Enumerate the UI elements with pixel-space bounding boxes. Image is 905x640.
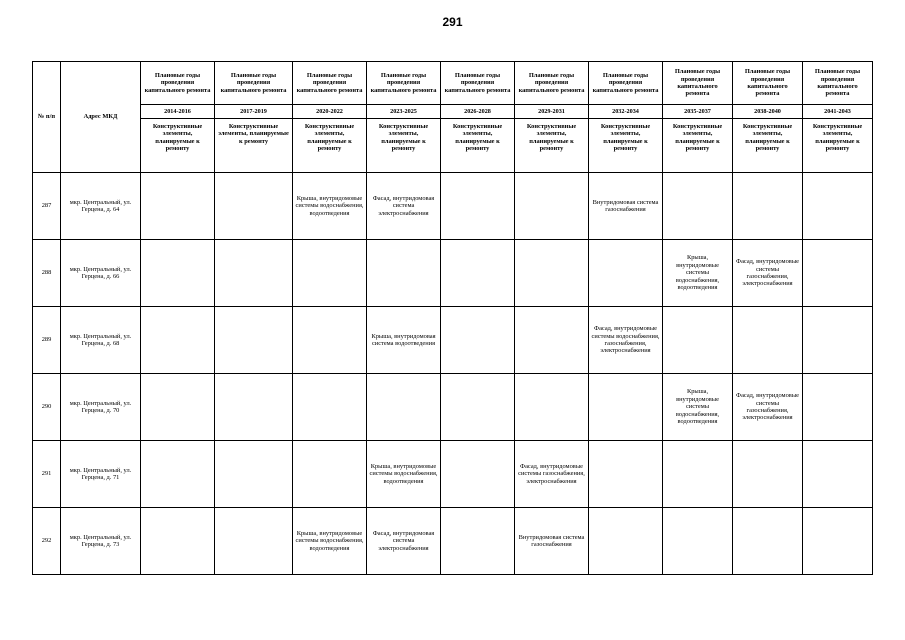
table-cell (803, 441, 873, 508)
table-cell: Крыша, внутридомовые системы водоснабжения, водоотведения (663, 240, 733, 307)
table-row (33, 240, 873, 307)
table-cell: Фасад, внутридомовые системы газоснабжения, электроснабжения (733, 240, 803, 307)
table-cell (803, 240, 873, 307)
period-title: Плановые годы проведения капитального ремонта (663, 62, 733, 105)
period-elements: Конструктивные элементы, планируемые к ремонту (141, 119, 215, 173)
table-cell (589, 374, 663, 441)
table-cell (215, 374, 293, 441)
row-address: мкр. Центральный, ул. Герцена, д. 70 (61, 374, 141, 441)
period-title: Плановые годы проведения капитального ремонта (367, 62, 441, 105)
period-years: 2014-2016 (141, 105, 215, 119)
table-cell (515, 173, 589, 240)
page-number: 291 (442, 15, 463, 29)
period-elements: Конструктивные элементы, планируемые к ремонту (803, 119, 873, 173)
table-cell: Крыша, внутридомовые системы водоснабжения, водоотведения (293, 173, 367, 240)
table-cell (589, 441, 663, 508)
capital-repair-plan-table (32, 61, 873, 575)
table-cell (803, 374, 873, 441)
table-cell: Внутридомовая система газоснабжения (589, 173, 663, 240)
table-cell (663, 508, 733, 575)
table-cell (293, 240, 367, 307)
table-cell (663, 441, 733, 508)
period-title: Плановые годы проведения капитального ремонта (293, 62, 367, 105)
table-cell (515, 240, 589, 307)
table-cell (141, 173, 215, 240)
column-header-number: № п/п (33, 62, 61, 173)
table-cell (441, 441, 515, 508)
row-number: 291 (33, 441, 61, 508)
period-elements: Конструктивные элементы, планируемые к ремонту (663, 119, 733, 173)
table-cell: Крыша, внутридомовые системы водоснабжения, водоотведения (367, 441, 441, 508)
row-number: 289 (33, 307, 61, 374)
period-title: Плановые годы проведения капитального ремонта (141, 62, 215, 105)
table-cell (215, 441, 293, 508)
table-cell (589, 508, 663, 575)
period-years: 2032-2034 (589, 105, 663, 119)
table-row (33, 508, 873, 575)
table-row (33, 441, 873, 508)
header-row-elements (33, 119, 873, 173)
table-cell (293, 374, 367, 441)
period-elements: Конструктивные элементы, планируемые к ремонту (515, 119, 589, 173)
period-title: Плановые годы проведения капитального ремонта (803, 62, 873, 105)
table-cell (141, 240, 215, 307)
table-cell: Крыша, внутридомовые системы водоснабжения, водоотведения (293, 508, 367, 575)
table-cell (733, 307, 803, 374)
table-cell (663, 173, 733, 240)
row-address: мкр. Центральный, ул. Герцена, д. 71 (61, 441, 141, 508)
table-cell (733, 441, 803, 508)
period-elements: Конструктивные элементы, планируемые к ремонту (215, 119, 293, 173)
period-title: Плановые годы проведения капитального ремонта (515, 62, 589, 105)
table-cell: Крыша, внутридомовые системы водоснабжения, водоотведения (663, 374, 733, 441)
table-cell (733, 508, 803, 575)
table-cell (367, 240, 441, 307)
table-cell (141, 307, 215, 374)
period-title: Плановые годы проведения капитального ремонта (215, 62, 293, 105)
period-years: 2029-2031 (515, 105, 589, 119)
row-number: 287 (33, 173, 61, 240)
table-cell: Фасад, внутридомовая система электроснабжения (367, 173, 441, 240)
table-cell (663, 307, 733, 374)
table-cell: Фасад, внутридомовые системы газоснабжения, электроснабжения (733, 374, 803, 441)
row-number: 288 (33, 240, 61, 307)
table-cell: Крыша, внутридомовая система водоотведения (367, 307, 441, 374)
table-cell (141, 441, 215, 508)
column-header-address: Адрес МКД (61, 62, 141, 173)
row-number: 292 (33, 508, 61, 575)
period-years: 2020-2022 (293, 105, 367, 119)
row-address: мкр. Центральный, ул. Герцена, д. 66 (61, 240, 141, 307)
period-years: 2035-2037 (663, 105, 733, 119)
table-cell (141, 508, 215, 575)
table-cell (215, 508, 293, 575)
table-row (33, 374, 873, 441)
table-cell (293, 307, 367, 374)
period-years: 2026-2028 (441, 105, 515, 119)
period-years: 2017-2019 (215, 105, 293, 119)
period-title: Плановые годы проведения капитального ремонта (441, 62, 515, 105)
table-cell (803, 307, 873, 374)
table-cell (441, 240, 515, 307)
table-cell: Фасад, внутридомовые системы газоснабжения, электроснабжения (515, 441, 589, 508)
period-elements: Конструктивные элементы, планируемые к ремонту (367, 119, 441, 173)
table-cell: Внутридомовая система газоснабжения (515, 508, 589, 575)
table-cell (441, 173, 515, 240)
table-cell (733, 173, 803, 240)
period-title: Плановые годы проведения капитального ремонта (589, 62, 663, 105)
table-row (33, 307, 873, 374)
table-cell (441, 307, 515, 374)
table-cell (803, 508, 873, 575)
period-years: 2038-2040 (733, 105, 803, 119)
table-cell: Фасад, внутридомовые системы водоснабжения, газоснабжения, электроснабжения (589, 307, 663, 374)
period-title: Плановые годы проведения капитального ремонта (733, 62, 803, 105)
table-cell: Фасад, внутридомовая система электроснабжения (367, 508, 441, 575)
table-cell (515, 307, 589, 374)
table-cell (441, 508, 515, 575)
table-cell (293, 441, 367, 508)
period-elements: Конструктивные элементы, планируемые к ремонту (441, 119, 515, 173)
table-cell (215, 307, 293, 374)
header-row-years (33, 105, 873, 119)
row-address: мкр. Центральный, ул. Герцена, д. 68 (61, 307, 141, 374)
table-row (33, 173, 873, 240)
table-cell (215, 240, 293, 307)
period-elements: Конструктивные элементы, планируемые к ремонту (293, 119, 367, 173)
header-row-titles (33, 62, 873, 105)
row-address: мкр. Центральный, ул. Герцена, д. 73 (61, 508, 141, 575)
period-years: 2041-2043 (803, 105, 873, 119)
period-years: 2023-2025 (367, 105, 441, 119)
table-cell (803, 173, 873, 240)
table-cell (367, 374, 441, 441)
table-cell (515, 374, 589, 441)
table-cell (141, 374, 215, 441)
period-elements: Конструктивные элементы, планируемые к ремонту (589, 119, 663, 173)
row-number: 290 (33, 374, 61, 441)
table-cell (441, 374, 515, 441)
table-cell (589, 240, 663, 307)
row-address: мкр. Центральный, ул. Герцена, д. 64 (61, 173, 141, 240)
table-cell (215, 173, 293, 240)
period-elements: Конструктивные элементы, планируемые к ремонту (733, 119, 803, 173)
